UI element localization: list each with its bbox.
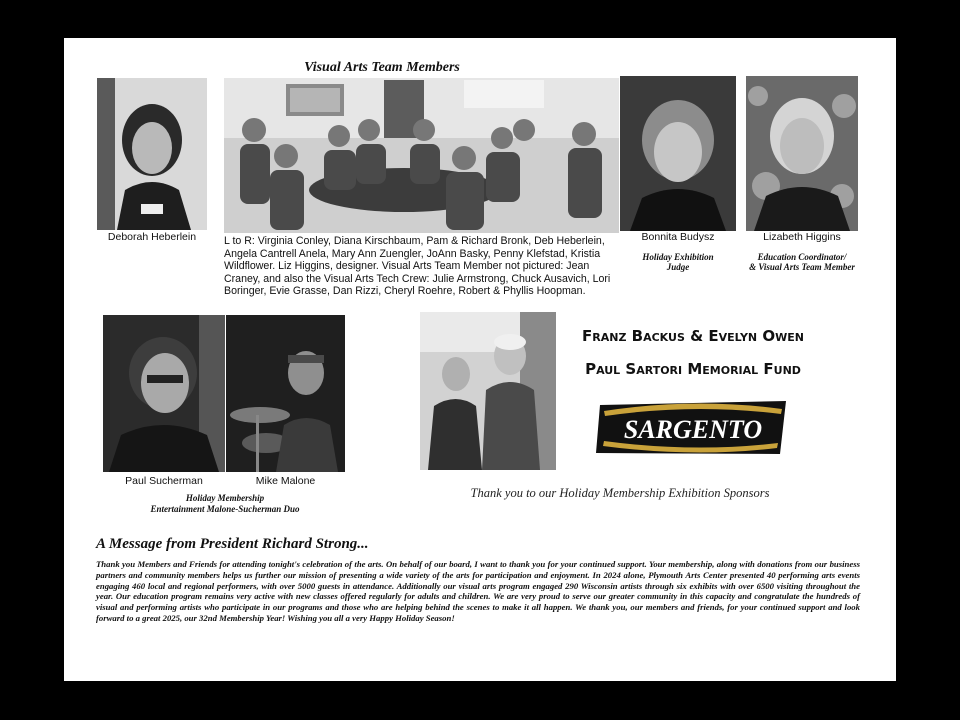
sargento-logo	[594, 397, 792, 458]
team-title: Visual Arts Team Members	[304, 60, 460, 75]
mike-malone-caption: Mike Malone	[255, 475, 316, 487]
sponsor-line-2: Paul Sartori Memorial Fund	[585, 360, 801, 378]
bonnita-budysz-photo	[620, 76, 736, 231]
sponsor-thanks: Thank you to our Holiday Membership Exhibition Sponsors	[470, 486, 770, 500]
sponsor-line-1: Franz Backus & Evelyn Owen	[582, 327, 804, 345]
president-message-body: Thank you Members and Friends for attending tonight's celebration of the arts. On behalf of our board, I want to thank you for your continued support. Your membership, along with donations from our business partners and community members helps us further our mission of presenting a wide variety of the arts for participation and enjoyment. In 2024 alone, Plymouth Arts Center presented 40 performing arts events engaging 460 local and regional performers, with over 5000 guests in attendance. Additionally our visual arts program engaged 290 Wisconsin artists through six exhibits with over 6500 visiting throughout the year. Our education program remains very active with new classes offered regularly for adults and children. We are very proud to serve our greater community in this capacity and congratulate the hundreds of visual and performing artists who participate in our programs and those who are helping behind the scenes to make it all happen. We thank you, our members and friends, for your continued support and look forward to a great 2025, our 32nd Membership Year! Wishing you all a very Happy Holiday Season!	[96, 559, 860, 623]
bonnita-role-line2: Judge	[666, 262, 690, 272]
president-message-title: A Message from President Richard Strong...	[96, 536, 369, 552]
lizabeth-higgins-photo	[746, 76, 858, 231]
duo-role-line2: Entertainment Malone-Sucherman Duo	[150, 504, 300, 514]
mike-malone-photo	[226, 315, 345, 472]
deborah-heberlein-caption: Deborah Heberlein	[107, 231, 197, 243]
bonnita-budysz-caption: Bonnita Budysz	[641, 231, 715, 243]
lizabeth-role-line1: Education Coordinator/	[757, 252, 847, 262]
duo-role-line1: Holiday Membership	[185, 493, 265, 503]
lizabeth-role-line2: & Visual Arts Team Member	[749, 262, 855, 272]
flyer-page	[64, 38, 896, 681]
paul-sucherman-photo	[103, 315, 225, 472]
team-description: L to R: Virginia Conley, Diana Kirschbaum, Pam & Richard Bronk, Deb Heberlein, Angela Cantrell Anela, Mary Ann Zuengler, JoAnn Basky, Penny Klefstad, Kristia Wildflower. Liz Higgins, designer. Visual Arts Team Member not pictured: Jean Craney, and also the Visual Arts Tech Crew: Julie Armstrong, Chuck Ausavich, Lori Boringer, Evie Grasse, Dan Rizzi, Cheryl Roehre, Robert & Phyllis Hoopman.	[224, 235, 611, 298]
sargento-logo-text: SARGENTO	[623, 415, 763, 444]
sponsors-photo	[420, 312, 556, 470]
lizabeth-higgins-caption: Lizabeth Higgins	[763, 231, 841, 243]
deborah-heberlein-photo	[97, 78, 207, 230]
paul-sucherman-caption: Paul Sucherman	[125, 475, 203, 487]
team-group-photo	[224, 78, 619, 233]
bonnita-role-line1: Holiday Exhibition	[642, 252, 714, 262]
